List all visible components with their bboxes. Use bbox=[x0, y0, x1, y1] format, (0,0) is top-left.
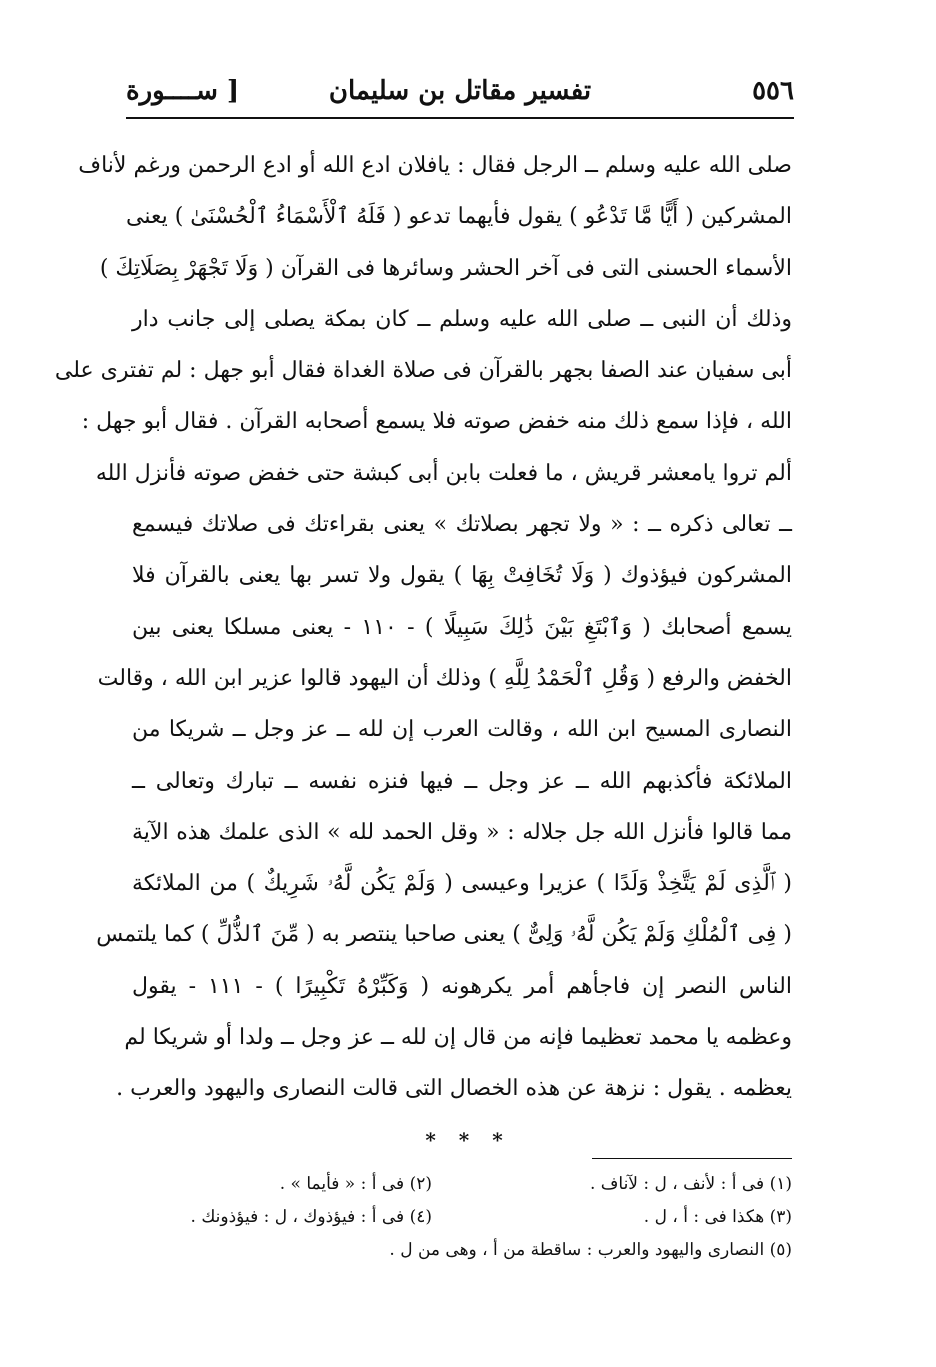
section-separator: * * * bbox=[425, 1128, 511, 1152]
main-text bbox=[54, 140, 792, 1115]
footnote: (٥) النصارى واليهود والعرب : ساقطة من أ ، وهى من ل . bbox=[389, 1240, 792, 1260]
text-line: الأسماء الحسنى التى فى آخر الحشر وسائرها فى القرآن ( وَلَا تَجْهَرْ بِصَلَاتِكَ ) bbox=[99, 255, 792, 281]
footnote: (٢) فى أ : « فأيما » . bbox=[279, 1174, 432, 1194]
footnote-row bbox=[132, 1168, 792, 1201]
footnote-row bbox=[132, 1234, 792, 1267]
text-line: المشركين ( أَيًّا مَّا تَدْعُو ) يقول فأيهما تدعو ( فَلَهُ ٱلْأَسْمَاءُ ٱلْحُسْنَىٰ ) يعنى bbox=[126, 204, 792, 230]
text-line: صلى الله عليه وسلم ــ الرجل فقال : يافلان ادع الله أو ادع الرحمن ورغم لأناف bbox=[78, 153, 792, 178]
header-rule bbox=[126, 117, 794, 119]
footnotes bbox=[132, 1168, 792, 1267]
text-line: الناس النصر إن فاجأهم أمر يكرهونه ( وَكَبِّرْهُ تَكْبِيرًا ) - ١١١ - يقول bbox=[132, 973, 792, 999]
footnote: (٣) هكذا فى : أ ، ل . bbox=[643, 1207, 792, 1227]
text-line: ( ٱلَّذِى لَمْ يَتَّخِذْ وَلَدًا ) عزيرا وعيسى ( وَلَمْ يَكُن لَّهُۥ شَرِيكٌ ) من الملائكة bbox=[132, 871, 792, 897]
footnote-rule bbox=[592, 1158, 792, 1159]
text-line: ( فِى ٱلْمُلْكِ وَلَمْ يَكُن لَّهُۥ وَلِىٌّ ) يعنى صاحبا ينتصر به ( مِّنَ ٱلذُّلِّ ) كما يلتمس bbox=[96, 922, 792, 948]
text-line: أبى سفيان عند الصفا بجهر بالقرآن فى صلاة الغداة فقال أبو جهل : لم تفترى على bbox=[54, 358, 792, 384]
footnote: (١) فى أ : لأنف ، ل : لآناف . bbox=[589, 1174, 792, 1194]
text-line: وعظمه يا محمد تعظيما فإنه من قال إن لله ــ عز وجل ــ ولدا أو شريكا لم bbox=[124, 1025, 792, 1051]
page-header bbox=[126, 72, 794, 112]
text-line: يعظمه . يقول : نزهة عن هذه الخصال التى قالت النصارى واليهود والعرب . bbox=[116, 1076, 792, 1102]
text-line: يسمع أصحابك ( وَٱبْتَغِ بَيْنَ ذَٰلِكَ سَبِيلًا ) - ١١٠ - يعنى مسلكا يعنى بين bbox=[132, 614, 792, 640]
text-line: المشركون فيؤذوك ( وَلَا تُخَافِتْ بِهَا ) يقول ولا تسر بها يعنى بالقرآن فلا bbox=[132, 563, 792, 589]
text-line: الخفض والرفع ( وَقُلِ ٱلْحَمْدُ لِلَّهِ ) وذلك أن اليهود قالوا عزير ابن الله ، وقالت bbox=[97, 665, 792, 691]
running-title: تفسير مقاتل بن سليمان bbox=[328, 76, 592, 106]
text-line: مما قالوا فأنزل الله جل جلاله : « وقل الحمد لله » الذى علمك هذه الآية bbox=[132, 819, 792, 845]
footnote-row bbox=[132, 1201, 792, 1234]
text-line: ألم تروا يامعشر قريش ، ما فعلت بابن أبى كبشة حتى خفض صوته فأنزل الله bbox=[95, 460, 792, 486]
text-line: وذلك أن النبى ــ صلى الله عليه وسلم ــ كان بمكة يصلى إلى جانب دار bbox=[132, 306, 792, 332]
sura-label: [ ســــورة bbox=[126, 76, 240, 106]
footnote: (٤) فى أ : فيؤذوك ، ل : فيؤذونك . bbox=[190, 1207, 432, 1227]
page-number: ٥٥٦ bbox=[752, 76, 794, 106]
text-line: ــ تعالى ذكره ــ : « ولا تجهر بصلاتك » يعنى بقراءتك فى صلاتك فيسمع bbox=[132, 512, 792, 538]
text-line: الملائكة فأكذبهم الله ــ عز وجل ــ فيها فنزه نفسه ــ تبارك وتعالى ــ bbox=[132, 768, 792, 794]
text-line: النصارى المسيح ابن الله ، وقالت العرب إن لله ــ عز وجل ــ شريكا من bbox=[132, 717, 792, 743]
text-line: الله ، فإذا سمع ذلك منه خفض صوته فلا يسمع أصحابه القرآن . فقال أبو جهل : bbox=[81, 409, 792, 435]
